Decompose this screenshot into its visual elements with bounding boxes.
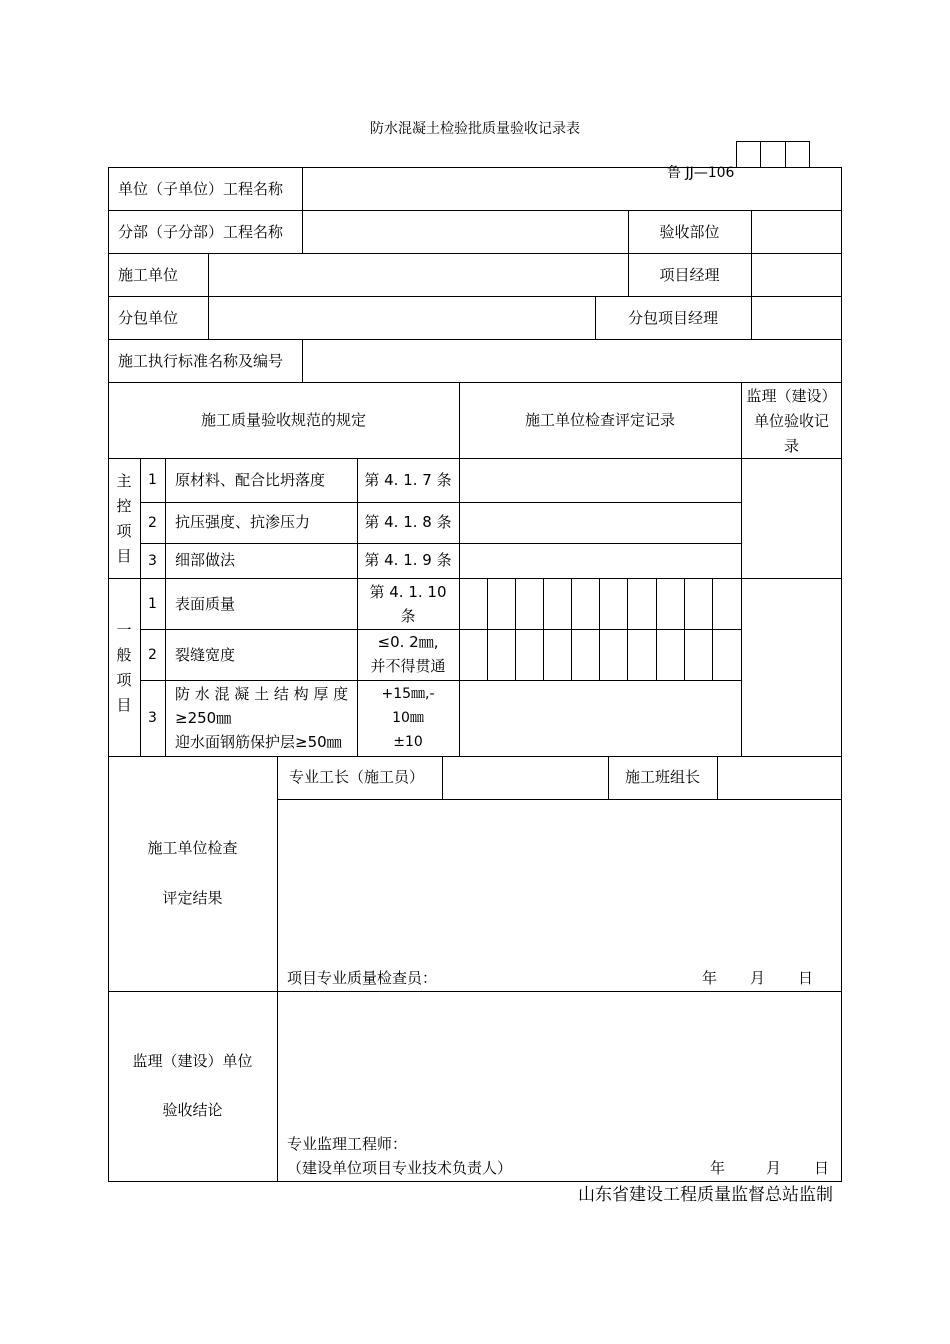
- supervision-result-label-1: 监理（建设）单位: [132, 1052, 253, 1070]
- main-item-name: 细部做法: [175, 551, 236, 569]
- main-item-no: 1: [148, 472, 157, 488]
- month-label: 月: [750, 969, 766, 987]
- standard-label: 施工执行标准名称及编号: [118, 352, 284, 370]
- engineer-label: 专业监理工程师：: [287, 1135, 408, 1153]
- supervision-header-line3: 录: [783, 437, 799, 455]
- general-item-clause: 10㎜: [392, 710, 424, 726]
- supervision-header-line1: 监理（建设）: [746, 387, 837, 405]
- general-item-no: 2: [148, 647, 157, 663]
- inspector-label: 项目专业质量检查员：: [287, 969, 438, 987]
- page-title: 防水混凝土检验批质量验收记录表: [370, 121, 580, 137]
- general-item-clause: ≤0. 2㎜,: [377, 633, 439, 651]
- main-item-clause: 第 4. 1. 7 条: [364, 471, 452, 489]
- general-item-name: 迎水面钢筋保护层≥50㎜: [175, 733, 342, 751]
- footer-issuer: 山东省建设工程质量监督总站监制: [578, 1185, 833, 1205]
- project-name-field[interactable]: [303, 168, 841, 210]
- contractor-result-label-1: 施工单位检查: [147, 839, 238, 857]
- check-record-column-header: 施工单位检查评定记录: [524, 411, 675, 429]
- general-item-no: 1: [148, 596, 157, 612]
- general-label-4: 目: [116, 696, 132, 714]
- general-item-clause: 并不得贯通: [370, 657, 446, 675]
- form-code: 鲁 JJ—106: [667, 165, 735, 181]
- year-label: 年: [710, 1159, 726, 1177]
- subcontractor-label: 分包单位: [118, 309, 179, 327]
- sub-project-manager-label: 分包项目经理: [627, 309, 718, 327]
- team-leader-field[interactable]: [718, 757, 841, 799]
- supervision-header-line2: 单位验收记: [753, 412, 829, 430]
- main-control-label-1: 主: [116, 472, 132, 490]
- contractor-result-field[interactable]: [278, 800, 841, 960]
- main-control-label-3: 项: [116, 522, 132, 540]
- day-label: 日: [814, 1159, 830, 1177]
- main-item-no: 2: [148, 515, 157, 531]
- foreman-label: 专业工长（施工员）: [289, 768, 425, 786]
- code-boxes: [736, 141, 810, 168]
- general-item-clause: 条: [400, 607, 416, 625]
- general-item-name: ≥250㎜: [175, 709, 232, 727]
- general-item-name: 表面质量: [175, 595, 236, 613]
- supervision-result-field[interactable]: [278, 992, 841, 1127]
- team-leader-label: 施工班组长: [624, 768, 700, 786]
- contractor-label: 施工单位: [118, 266, 179, 284]
- general-item-clause: 第 4. 1. 10: [369, 583, 447, 601]
- project-name-label: 单位（子单位）工程名称: [118, 180, 284, 198]
- general-label-3: 项: [116, 671, 132, 689]
- month-label: 月: [766, 1159, 782, 1177]
- acceptance-part-field[interactable]: [752, 211, 841, 253]
- sub-project-field[interactable]: [303, 211, 628, 253]
- standard-field[interactable]: [303, 340, 841, 382]
- foreman-field[interactable]: [443, 757, 608, 799]
- main-item-name: 原材料、配合比坍落度: [175, 471, 326, 489]
- main-item-clause: 第 4. 1. 9 条: [364, 551, 452, 569]
- year-label: 年: [702, 969, 718, 987]
- spec-column-header: 施工质量验收规范的规定: [200, 411, 366, 429]
- general-item-clause: +15㎜,-: [381, 686, 435, 702]
- day-label: 日: [798, 969, 814, 987]
- main-item-clause: 第 4. 1. 8 条: [364, 513, 452, 531]
- main-item-name: 抗压强度、抗渗压力: [175, 513, 311, 531]
- sub-project-label: 分部（子分部）工程名称: [118, 223, 284, 241]
- acceptance-part-label: 验收部位: [659, 223, 720, 241]
- subcontractor-field[interactable]: [209, 297, 595, 339]
- general-item-name: 防 水 混 凝 土 结 构 厚 度: [175, 685, 349, 703]
- general-label-1: 一: [116, 621, 132, 639]
- contractor-field[interactable]: [209, 254, 628, 296]
- general-label-2: 般: [116, 646, 132, 664]
- contractor-result-label-2: 评定结果: [162, 889, 223, 907]
- main-control-label-2: 控: [116, 497, 132, 515]
- main-control-label-4: 目: [116, 547, 132, 565]
- project-manager-label: 项目经理: [659, 266, 720, 284]
- supervision-result-label-2: 验收结论: [162, 1101, 223, 1119]
- project-manager-field[interactable]: [752, 254, 841, 296]
- general-item-clause: ±10: [393, 734, 423, 750]
- general-item-no: 3: [148, 710, 157, 726]
- main-item-no: 3: [148, 553, 157, 569]
- sub-project-manager-field[interactable]: [752, 297, 841, 339]
- owner-rep-label: （建设单位项目专业技术负责人）: [287, 1159, 513, 1177]
- general-item-name: 裂缝宽度: [175, 646, 236, 664]
